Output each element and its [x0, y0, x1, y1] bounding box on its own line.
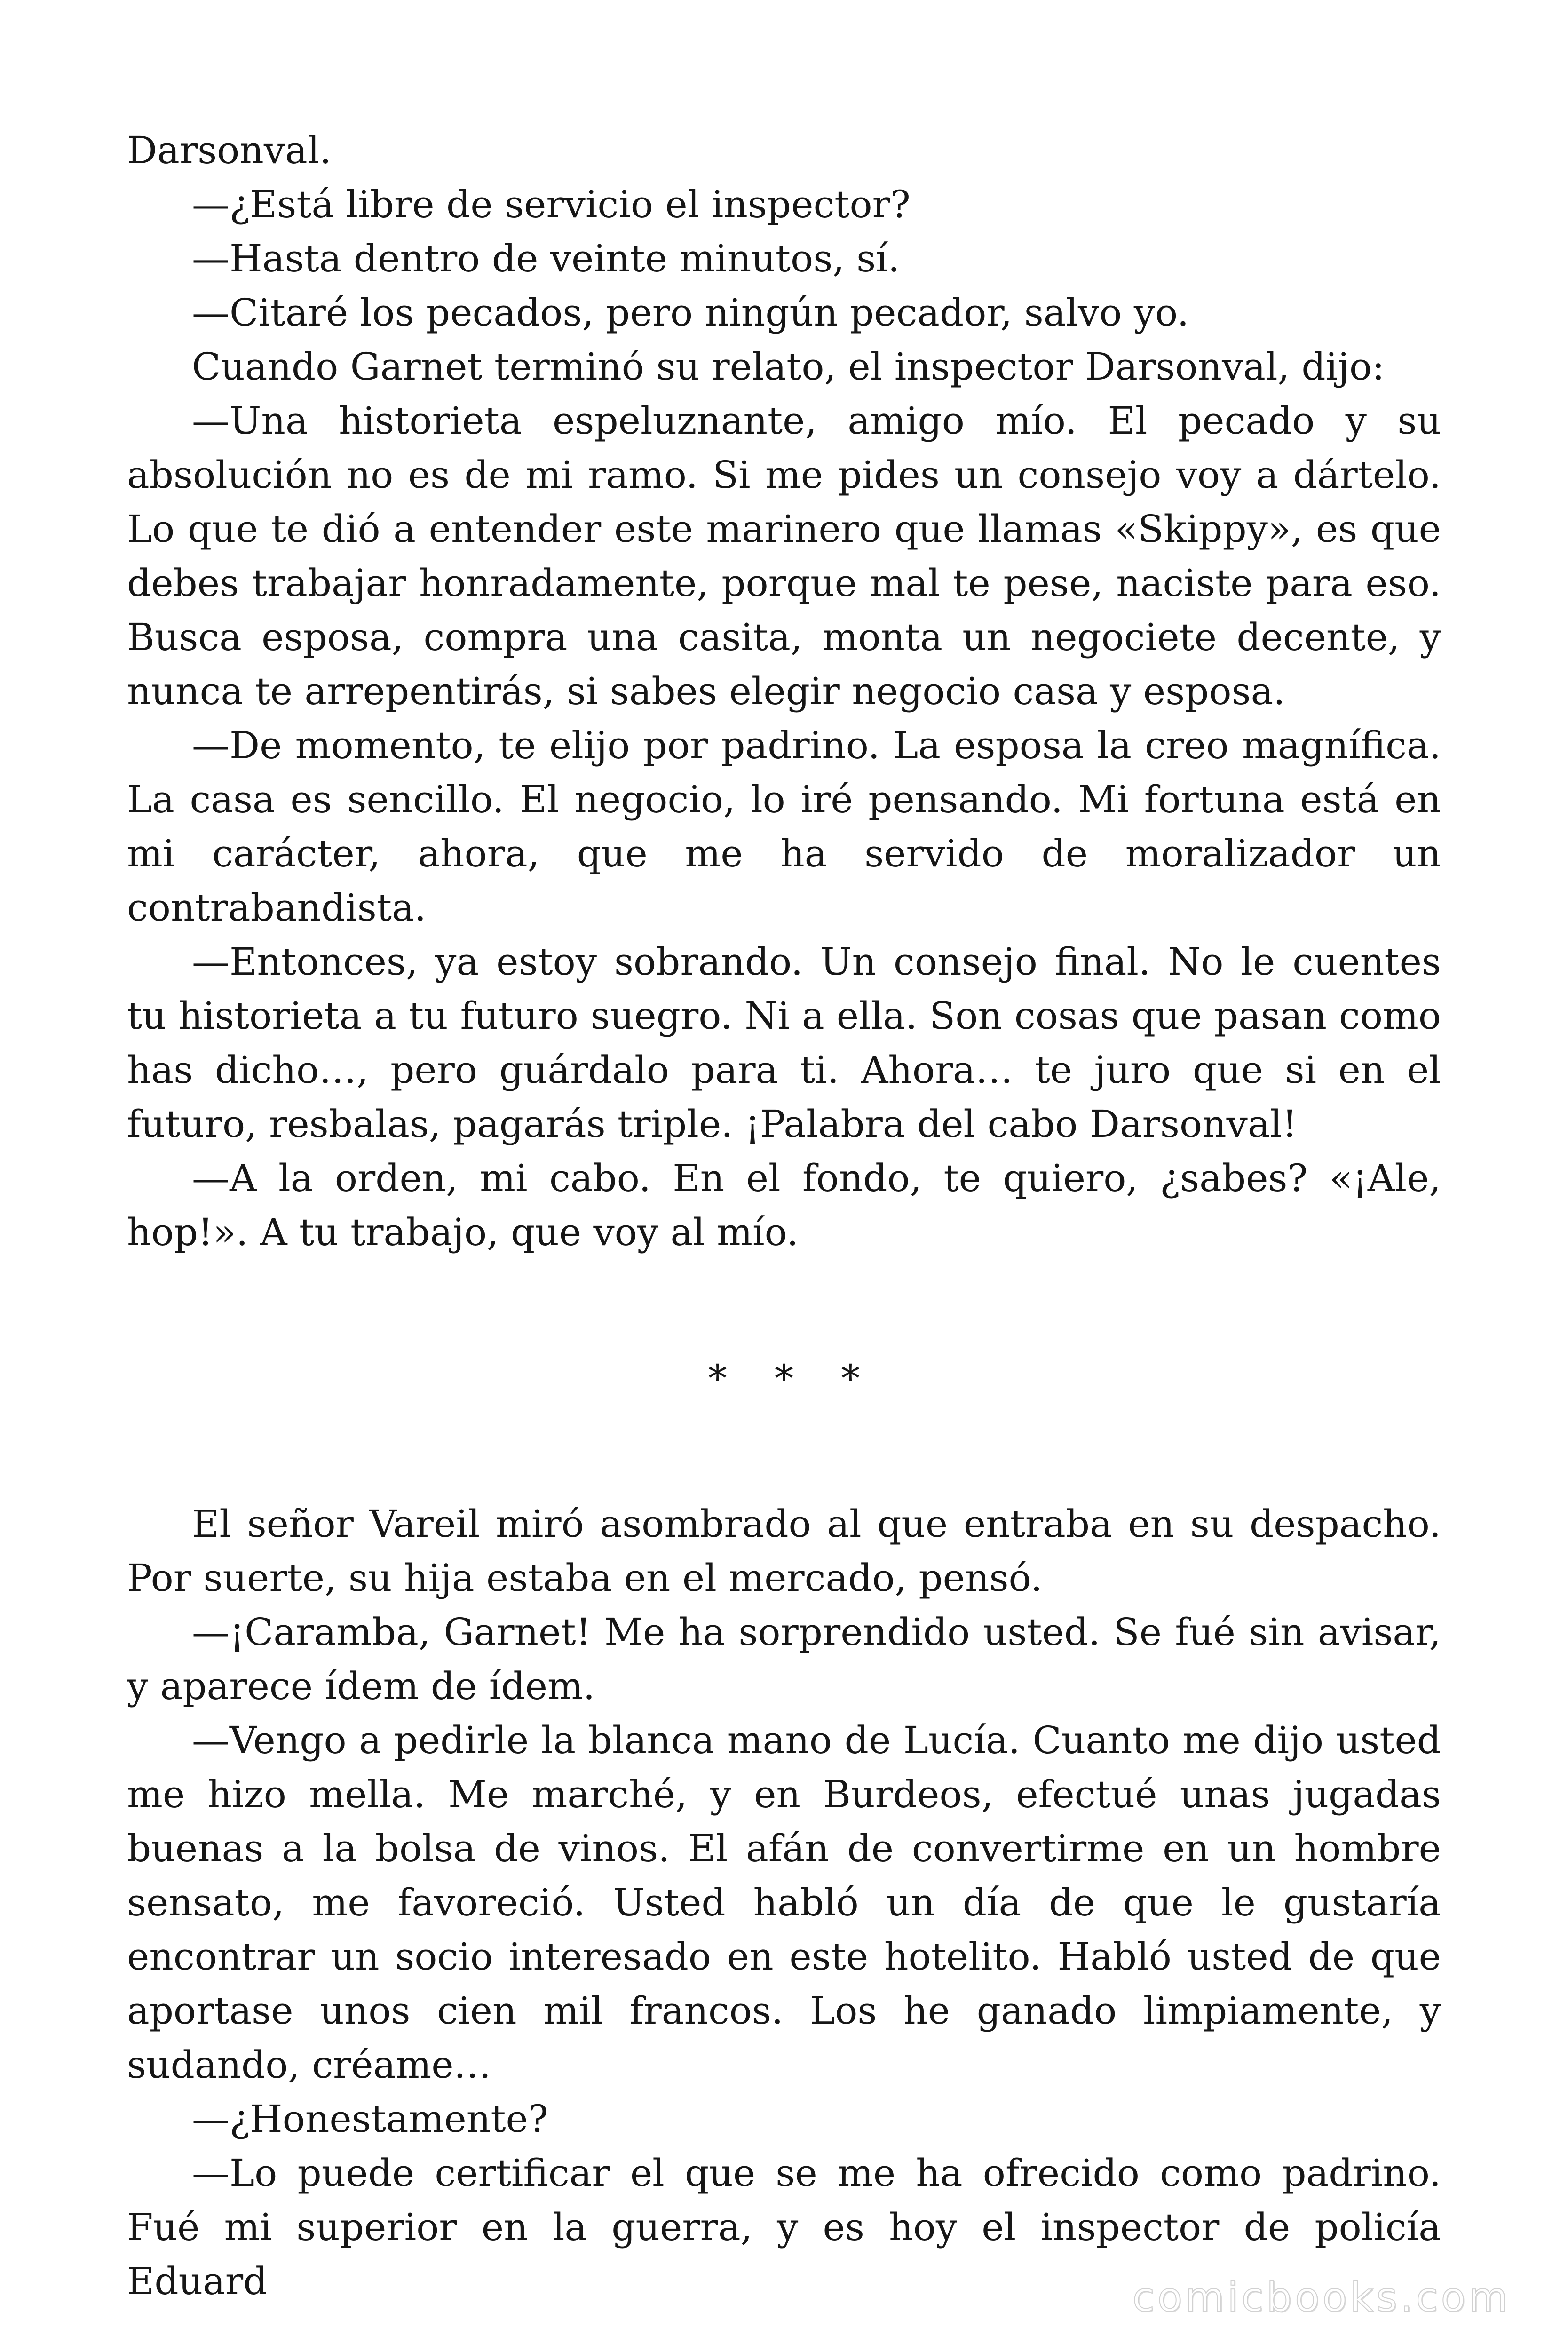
text-after-break [127, 1497, 1441, 2308]
paragraph: —¡Caramba, Garnet! Me ha sorprendido usted. Se fué sin avisar, y aparece ídem de ídem. [127, 1610, 1441, 1708]
watermark: comicbooks.com [1132, 2274, 1511, 2321]
paragraph: —Citaré los pecados, pero ningún pecador, salvo yo. [192, 291, 1189, 334]
paragraph: —Lo puede certificar el que se me ha ofrecido como padrino. Fué mi superior en la guerra, y es hoy el inspector de policía Eduard [127, 2151, 1441, 2303]
section-break: * * * [708, 1357, 878, 1400]
paragraph: El señor Vareil miró asombrado al que entraba en su despacho. Por suerte, su hija estaba en el mercado, pensó. [127, 1502, 1441, 1600]
text-before-break [127, 123, 1441, 1259]
paragraph: Cuando Garnet terminó su relato, el inspector Darsonval, dijo: [192, 345, 1385, 389]
paragraph: —De momento, te elijo por padrino. La esposa la creo magnífica. La casa es sencillo. El negocio, lo iré pensando. Mi fortuna está en mi carácter, ahora, que me ha servido de moralizador un contrabandista. [127, 723, 1441, 930]
paragraph: Darsonval. [127, 128, 332, 172]
paragraph: —¿Honestamente? [192, 2097, 548, 2141]
paragraph: —¿Está libre de servicio el inspector? [192, 183, 911, 226]
paragraph: —Vengo a pedirle la blanca mano de Lucía. Cuanto me dijo usted me hizo mella. Me marché, y en Burdeos, efectué unas jugadas buenas a la bolsa de vinos. El afán de convertirme en un hombre sensato, me favoreció. Usted habló un día de que le gustaría encontrar un socio interesado en este hotelito. Habló usted de que aportase unos cien mil francos. Los he ganado limpiamente, y sudando, créame… [127, 1718, 1441, 2087]
paragraph: —Entonces, ya estoy sobrando. Un consejo final. No le cuentes tu historieta a tu futuro suegro. Ni a ella. Son cosas que pasan como has dicho…, pero guárdalo para ti. Ahora… te juro que si en el futuro, resbalas, pagarás triple. ¡Palabra del cabo Darsonval! [127, 940, 1441, 1146]
paragraph: —Una historieta espeluznante, amigo mío. El pecado y su absolución no es de mi ramo. Si me pides un consejo voy a dártelo. Lo que te dió a entender este marinero que llamas «Skippy», es que debes trabajar honradamente, porque mal te pese, naciste para eso. Busca esposa, compra una casita, monta un negociete decente, y nunca te arrepentirás, si sabes elegir negocio casa y esposa. [127, 399, 1441, 713]
paragraph: —A la orden, mi cabo. En el fondo, te quiero, ¿sabes? «¡Ale, hop!». A tu trabajo, que voy al mío. [127, 1156, 1441, 1254]
paragraph: —Hasta dentro de veinte minutos, sí. [192, 237, 900, 280]
